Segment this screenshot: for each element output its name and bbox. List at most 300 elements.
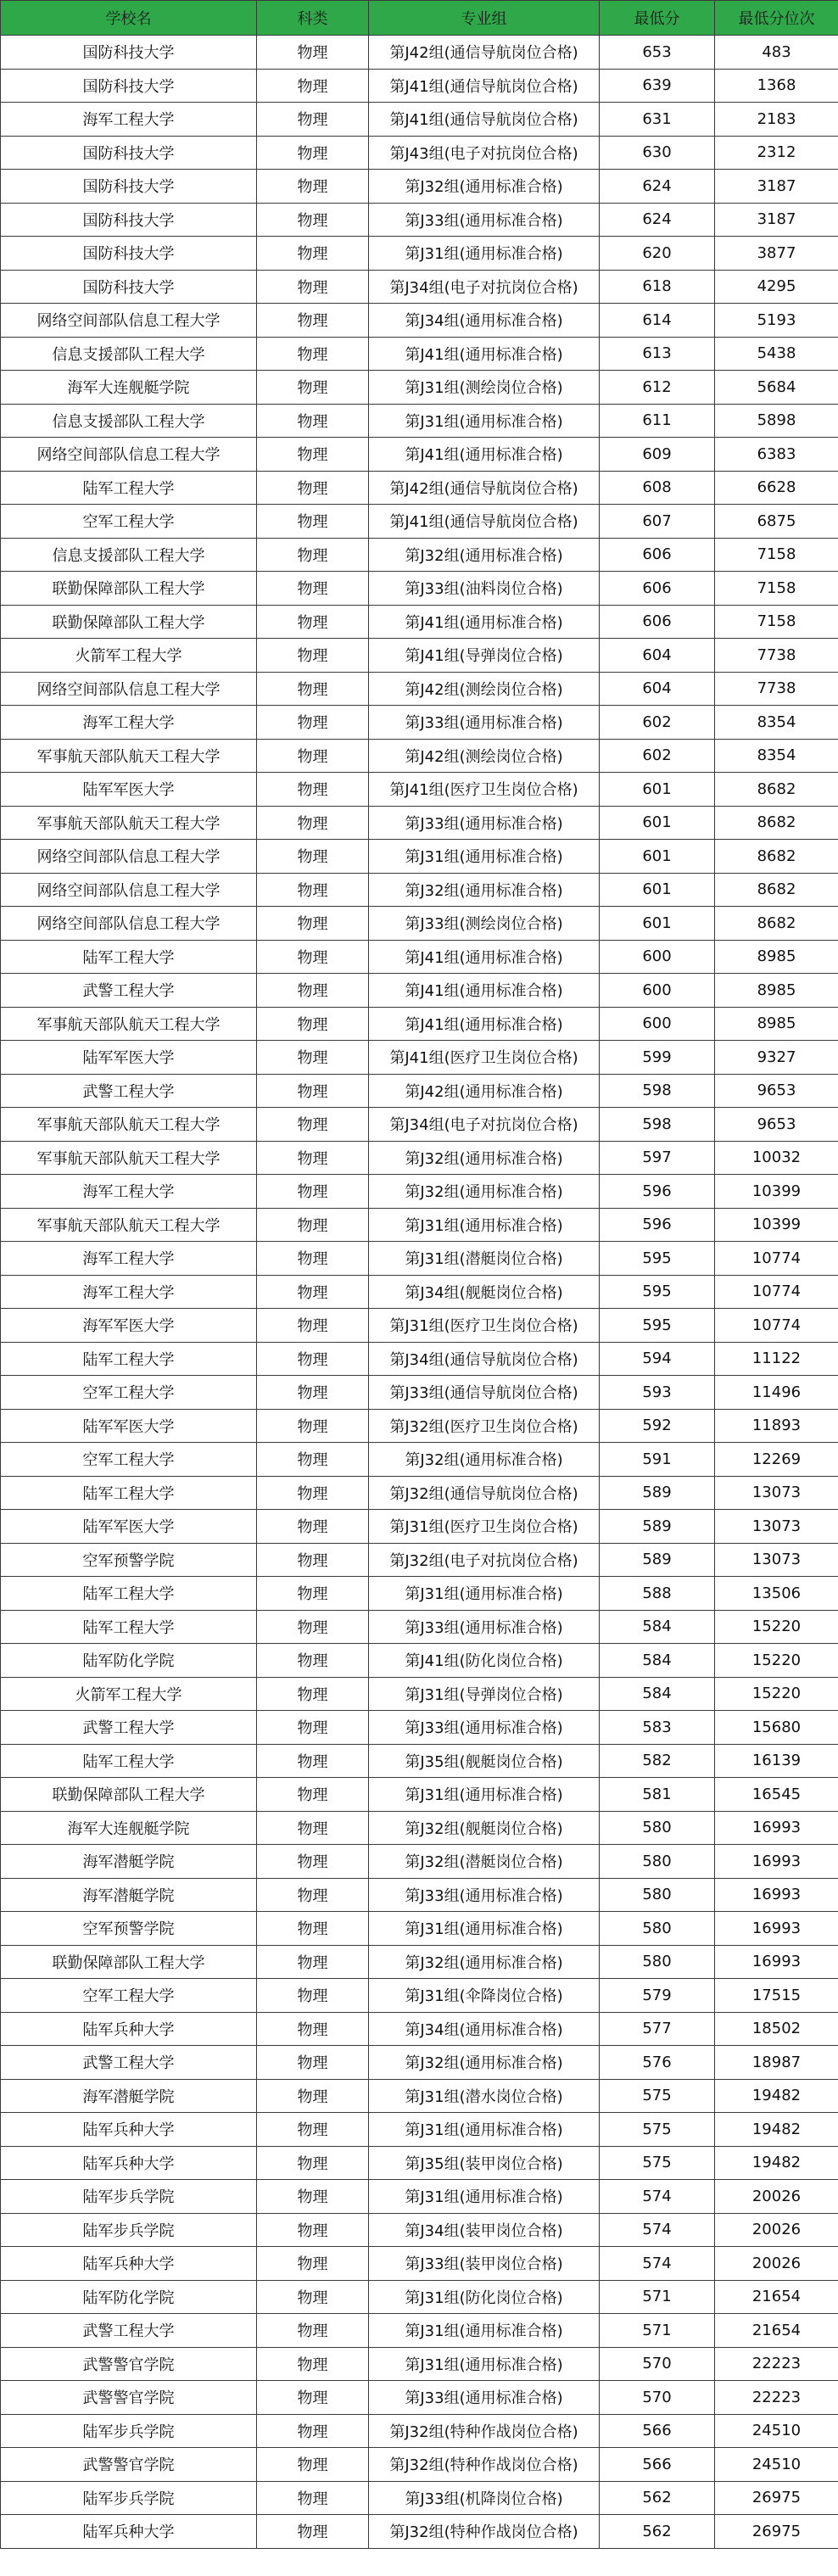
min-rank-cell: 7158: [715, 605, 838, 639]
school-cell: 国防科技大学: [1, 170, 257, 204]
table-row: [1, 1878, 838, 1912]
min-score-cell: 595: [600, 1309, 715, 1343]
subject-cell: 物理: [257, 2481, 369, 2515]
min-rank-cell: 21654: [715, 2314, 838, 2348]
min-score-cell: 581: [600, 1778, 715, 1812]
school-cell: 海军大连舰艇学院: [1, 371, 257, 405]
school-cell: 陆军防化学院: [1, 1644, 257, 1678]
min-score-cell: 580: [600, 1912, 715, 1946]
school-cell: 陆军兵种大学: [1, 2247, 257, 2281]
table-row: [1, 103, 838, 137]
table-row: [1, 1309, 838, 1343]
major-group-cell: 第J41组(通信导航岗位合格): [369, 103, 600, 137]
min-rank-cell: 3187: [715, 170, 838, 204]
school-cell: 信息支援部队工程大学: [1, 538, 257, 572]
min-score-cell: 566: [600, 2414, 715, 2448]
subject-cell: 物理: [257, 739, 369, 773]
major-group-cell: 第J31组(通用标准合格): [369, 404, 600, 438]
table-row: [1, 371, 838, 405]
subject-cell: 物理: [257, 304, 369, 338]
min-score-cell: 596: [600, 1208, 715, 1242]
school-cell: 空军预警学院: [1, 1543, 257, 1577]
major-group-cell: 第J31组(通用标准合格): [369, 2113, 600, 2147]
major-group-cell: 第J32组(通用标准合格): [369, 1141, 600, 1175]
school-cell: 海军工程大学: [1, 706, 257, 740]
school-cell: 网络空间部队信息工程大学: [1, 304, 257, 338]
subject-cell: 物理: [257, 505, 369, 539]
major-group-cell: 第J33组(通用标准合格): [369, 2381, 600, 2415]
school-cell: 军事航天部队航天工程大学: [1, 1208, 257, 1242]
school-cell: 空军工程大学: [1, 1376, 257, 1410]
major-group-cell: 第J32组(通信导航岗位合格): [369, 1476, 600, 1510]
school-cell: 陆军步兵学院: [1, 2414, 257, 2448]
major-group-cell: 第J42组(通用标准合格): [369, 1074, 600, 1108]
min-score-cell: 580: [600, 1811, 715, 1845]
min-rank-cell: 8354: [715, 706, 838, 740]
subject-cell: 物理: [257, 1409, 369, 1443]
min-score-cell: 624: [600, 203, 715, 237]
school-cell: 联勤保障部队工程大学: [1, 605, 257, 639]
min-rank-cell: 10774: [715, 1242, 838, 1276]
min-rank-cell: 16993: [715, 1878, 838, 1912]
major-group-cell: 第J31组(通用标准合格): [369, 2180, 600, 2214]
major-group-cell: 第J33组(油料岗位合格): [369, 572, 600, 606]
major-group-cell: 第J41组(通用标准合格): [369, 974, 600, 1008]
header-subject: 科类: [257, 1, 369, 36]
table-row: [1, 605, 838, 639]
school-cell: 空军工程大学: [1, 1443, 257, 1477]
min-rank-cell: 10399: [715, 1208, 838, 1242]
min-score-cell: 602: [600, 739, 715, 773]
major-group-cell: 第J41组(通用标准合格): [369, 940, 600, 974]
table-row: [1, 1443, 838, 1477]
subject-cell: 物理: [257, 1711, 369, 1745]
school-cell: 海军潜艇学院: [1, 1845, 257, 1879]
min-rank-cell: 7158: [715, 572, 838, 606]
school-cell: 海军军医大学: [1, 1309, 257, 1343]
min-score-cell: 612: [600, 371, 715, 405]
min-rank-cell: 5898: [715, 404, 838, 438]
min-score-cell: 600: [600, 940, 715, 974]
subject-cell: 物理: [257, 1275, 369, 1309]
min-rank-cell: 21654: [715, 2280, 838, 2314]
school-cell: 武警工程大学: [1, 1711, 257, 1745]
table-row: [1, 2515, 838, 2549]
school-cell: 国防科技大学: [1, 136, 257, 170]
table-row: [1, 2448, 838, 2482]
subject-cell: 物理: [257, 1912, 369, 1946]
subject-cell: 物理: [257, 1342, 369, 1376]
school-cell: 军事航天部队航天工程大学: [1, 806, 257, 840]
min-score-cell: 588: [600, 1577, 715, 1611]
table-row: [1, 639, 838, 673]
min-score-cell: 596: [600, 1175, 715, 1209]
subject-cell: 物理: [257, 36, 369, 70]
min-score-cell: 597: [600, 1141, 715, 1175]
major-group-cell: 第J41组(导弹岗位合格): [369, 639, 600, 673]
min-score-cell: 579: [600, 1979, 715, 2013]
table-row: [1, 940, 838, 974]
school-cell: 武警警官学院: [1, 2448, 257, 2482]
header-major-group: 专业组: [369, 1, 600, 36]
subject-cell: 物理: [257, 1208, 369, 1242]
major-group-cell: 第J31组(导弹岗位合格): [369, 1677, 600, 1711]
min-rank-cell: 19482: [715, 2113, 838, 2147]
min-rank-cell: 9653: [715, 1108, 838, 1142]
school-cell: 火箭军工程大学: [1, 1677, 257, 1711]
table-row: [1, 69, 838, 103]
min-rank-cell: 15220: [715, 1644, 838, 1678]
min-rank-cell: 24510: [715, 2414, 838, 2448]
table-row: [1, 1912, 838, 1946]
subject-cell: 物理: [257, 2381, 369, 2415]
table-row: [1, 2414, 838, 2448]
school-cell: 海军工程大学: [1, 1275, 257, 1309]
major-group-cell: 第J33组(装甲岗位合格): [369, 2247, 600, 2281]
min-score-cell: 584: [600, 1610, 715, 1644]
major-group-cell: 第J42组(通信导航岗位合格): [369, 36, 600, 70]
subject-cell: 物理: [257, 1242, 369, 1276]
table-row: [1, 1041, 838, 1075]
table-row: [1, 1208, 838, 1242]
min-score-cell: 609: [600, 438, 715, 472]
min-score-cell: 600: [600, 1007, 715, 1041]
min-rank-cell: 16993: [715, 1945, 838, 1979]
school-cell: 联勤保障部队工程大学: [1, 572, 257, 606]
min-score-cell: 591: [600, 1443, 715, 1477]
min-score-cell: 601: [600, 806, 715, 840]
min-score-cell: 599: [600, 1041, 715, 1075]
min-rank-cell: 3187: [715, 203, 838, 237]
min-rank-cell: 5193: [715, 304, 838, 338]
major-group-cell: 第J33组(通用标准合格): [369, 706, 600, 740]
min-score-cell: 611: [600, 404, 715, 438]
subject-cell: 物理: [257, 1309, 369, 1343]
min-score-cell: 574: [600, 2247, 715, 2281]
min-score-cell: 598: [600, 1108, 715, 1142]
min-rank-cell: 10774: [715, 1309, 838, 1343]
min-score-cell: 571: [600, 2314, 715, 2348]
school-cell: 陆军军医大学: [1, 773, 257, 807]
table-row: [1, 773, 838, 807]
header-min-rank: 最低分位次: [715, 1, 838, 36]
min-rank-cell: 8682: [715, 773, 838, 807]
min-rank-cell: 9327: [715, 1041, 838, 1075]
subject-cell: 物理: [257, 2180, 369, 2214]
subject-cell: 物理: [257, 2414, 369, 2448]
major-group-cell: 第J32组(特种作战岗位合格): [369, 2414, 600, 2448]
school-cell: 军事航天部队航天工程大学: [1, 1108, 257, 1142]
table-row: [1, 739, 838, 773]
subject-cell: 物理: [257, 404, 369, 438]
subject-cell: 物理: [257, 203, 369, 237]
subject-cell: 物理: [257, 2314, 369, 2348]
min-rank-cell: 483: [715, 36, 838, 70]
subject-cell: 物理: [257, 1878, 369, 1912]
table-row: [1, 1007, 838, 1041]
min-score-cell: 580: [600, 1845, 715, 1879]
major-group-cell: 第J32组(通用标准合格): [369, 1945, 600, 1979]
school-cell: 武警警官学院: [1, 2347, 257, 2381]
min-score-cell: 580: [600, 1878, 715, 1912]
school-cell: 武警警官学院: [1, 2381, 257, 2415]
min-score-cell: 600: [600, 974, 715, 1008]
subject-cell: 物理: [257, 2448, 369, 2482]
min-rank-cell: 16993: [715, 1912, 838, 1946]
subject-cell: 物理: [257, 1610, 369, 1644]
min-score-cell: 589: [600, 1543, 715, 1577]
subject-cell: 物理: [257, 2113, 369, 2147]
table-row: [1, 1677, 838, 1711]
major-group-cell: 第J31组(潜艇岗位合格): [369, 1242, 600, 1276]
major-group-cell: 第J33组(测绘岗位合格): [369, 907, 600, 941]
header-min-score: 最低分: [600, 1, 715, 36]
subject-cell: 物理: [257, 237, 369, 271]
school-cell: 空军工程大学: [1, 505, 257, 539]
table-row: [1, 672, 838, 706]
subject-cell: 物理: [257, 639, 369, 673]
min-rank-cell: 13506: [715, 1577, 838, 1611]
major-group-cell: 第J31组(通用标准合格): [369, 237, 600, 271]
min-score-cell: 607: [600, 505, 715, 539]
min-score-cell: 574: [600, 2213, 715, 2247]
major-group-cell: 第J41组(通用标准合格): [369, 337, 600, 371]
subject-cell: 物理: [257, 2146, 369, 2180]
school-cell: 武警工程大学: [1, 2046, 257, 2080]
major-group-cell: 第J32组(通用标准合格): [369, 538, 600, 572]
school-cell: 军事航天部队航天工程大学: [1, 1141, 257, 1175]
min-rank-cell: 13073: [715, 1543, 838, 1577]
header-row: [1, 1, 838, 36]
subject-cell: 物理: [257, 1175, 369, 1209]
major-group-cell: 第J34组(通用标准合格): [369, 2012, 600, 2046]
subject-cell: 物理: [257, 773, 369, 807]
table-row: [1, 2381, 838, 2415]
table-row: [1, 36, 838, 70]
school-cell: 空军工程大学: [1, 1979, 257, 2013]
min-rank-cell: 7738: [715, 672, 838, 706]
major-group-cell: 第J42组(测绘岗位合格): [369, 672, 600, 706]
table-row: [1, 1577, 838, 1611]
subject-cell: 物理: [257, 1376, 369, 1410]
school-cell: 网络空间部队信息工程大学: [1, 873, 257, 907]
subject-cell: 物理: [257, 2247, 369, 2281]
min-score-cell: 592: [600, 1409, 715, 1443]
min-score-cell: 606: [600, 538, 715, 572]
major-group-cell: 第J33组(通用标准合格): [369, 1878, 600, 1912]
min-rank-cell: 8985: [715, 1007, 838, 1041]
subject-cell: 物理: [257, 2515, 369, 2549]
subject-cell: 物理: [257, 270, 369, 304]
table-row: [1, 1108, 838, 1142]
subject-cell: 物理: [257, 706, 369, 740]
major-group-cell: 第J41组(医疗卫生岗位合格): [369, 773, 600, 807]
school-cell: 空军预警学院: [1, 1912, 257, 1946]
min-rank-cell: 19482: [715, 2079, 838, 2113]
subject-cell: 物理: [257, 840, 369, 874]
subject-cell: 物理: [257, 1677, 369, 1711]
school-cell: 网络空间部队信息工程大学: [1, 438, 257, 472]
min-rank-cell: 15220: [715, 1610, 838, 1644]
table-row: [1, 1175, 838, 1209]
subject-cell: 物理: [257, 907, 369, 941]
min-score-cell: 639: [600, 69, 715, 103]
table-row: [1, 2146, 838, 2180]
table-row: [1, 1711, 838, 1745]
min-score-cell: 575: [600, 2146, 715, 2180]
min-rank-cell: 18502: [715, 2012, 838, 2046]
subject-cell: 物理: [257, 1945, 369, 1979]
major-group-cell: 第J31组(伞降岗位合格): [369, 1979, 600, 2013]
table-row: [1, 1744, 838, 1778]
min-score-cell: 601: [600, 840, 715, 874]
min-score-cell: 593: [600, 1376, 715, 1410]
subject-cell: 物理: [257, 1543, 369, 1577]
table-row: [1, 2247, 838, 2281]
major-group-cell: 第J41组(通信导航岗位合格): [369, 69, 600, 103]
subject-cell: 物理: [257, 1644, 369, 1678]
table-row: [1, 1074, 838, 1108]
major-group-cell: 第J31组(测绘岗位合格): [369, 371, 600, 405]
subject-cell: 物理: [257, 538, 369, 572]
min-score-cell: 620: [600, 237, 715, 271]
major-group-cell: 第J32组(特种作战岗位合格): [369, 2448, 600, 2482]
major-group-cell: 第J41组(防化岗位合格): [369, 1644, 600, 1678]
min-rank-cell: 22223: [715, 2347, 838, 2381]
min-rank-cell: 19482: [715, 2146, 838, 2180]
table-row: [1, 337, 838, 371]
subject-cell: 物理: [257, 1074, 369, 1108]
school-cell: 网络空间部队信息工程大学: [1, 907, 257, 941]
subject-cell: 物理: [257, 940, 369, 974]
table-row: [1, 304, 838, 338]
table-row: [1, 2180, 838, 2214]
table-row: [1, 2113, 838, 2147]
min-score-cell: 631: [600, 103, 715, 137]
min-rank-cell: 5684: [715, 371, 838, 405]
min-score-cell: 583: [600, 1711, 715, 1745]
min-rank-cell: 8985: [715, 940, 838, 974]
table-row: [1, 2280, 838, 2314]
major-group-cell: 第J34组(电子对抗岗位合格): [369, 1108, 600, 1142]
table-row: [1, 2314, 838, 2348]
subject-cell: 物理: [257, 2046, 369, 2080]
table-row: [1, 1476, 838, 1510]
min-rank-cell: 8682: [715, 873, 838, 907]
table-row: [1, 706, 838, 740]
min-score-cell: 601: [600, 873, 715, 907]
major-group-cell: 第J34组(舰艇岗位合格): [369, 1275, 600, 1309]
subject-cell: 物理: [257, 136, 369, 170]
header-school: 学校名: [1, 1, 257, 36]
min-score-cell: 613: [600, 337, 715, 371]
school-cell: 陆军工程大学: [1, 1342, 257, 1376]
min-rank-cell: 24510: [715, 2448, 838, 2482]
subject-cell: 物理: [257, 1443, 369, 1477]
major-group-cell: 第J32组(通用标准合格): [369, 1443, 600, 1477]
school-cell: 国防科技大学: [1, 36, 257, 70]
major-group-cell: 第J33组(机降岗位合格): [369, 2481, 600, 2515]
min-score-cell: 570: [600, 2381, 715, 2415]
school-cell: 军事航天部队航天工程大学: [1, 739, 257, 773]
min-rank-cell: 4295: [715, 270, 838, 304]
table-row: [1, 1409, 838, 1443]
school-cell: 陆军军医大学: [1, 1409, 257, 1443]
school-cell: 国防科技大学: [1, 237, 257, 271]
subject-cell: 物理: [257, 1007, 369, 1041]
subject-cell: 物理: [257, 1744, 369, 1778]
school-cell: 国防科技大学: [1, 270, 257, 304]
table-row: [1, 1141, 838, 1175]
subject-cell: 物理: [257, 2347, 369, 2381]
subject-cell: 物理: [257, 873, 369, 907]
subject-cell: 物理: [257, 1041, 369, 1075]
table-row: [1, 806, 838, 840]
table-row: [1, 572, 838, 606]
table-row: [1, 1610, 838, 1644]
min-rank-cell: 13073: [715, 1510, 838, 1544]
min-rank-cell: 8985: [715, 974, 838, 1008]
major-group-cell: 第J31组(通用标准合格): [369, 840, 600, 874]
min-rank-cell: 7158: [715, 538, 838, 572]
min-rank-cell: 6628: [715, 471, 838, 505]
school-cell: 海军工程大学: [1, 1175, 257, 1209]
school-cell: 陆军工程大学: [1, 471, 257, 505]
table-row: [1, 873, 838, 907]
min-rank-cell: 15680: [715, 1711, 838, 1745]
min-score-cell: 566: [600, 2448, 715, 2482]
min-rank-cell: 10399: [715, 1175, 838, 1209]
school-cell: 海军潜艇学院: [1, 1878, 257, 1912]
subject-cell: 物理: [257, 1510, 369, 1544]
min-rank-cell: 20026: [715, 2247, 838, 2281]
subject-cell: 物理: [257, 471, 369, 505]
school-cell: 国防科技大学: [1, 69, 257, 103]
major-group-cell: 第J32组(通用标准合格): [369, 2046, 600, 2080]
school-cell: 军事航天部队航天工程大学: [1, 1007, 257, 1041]
subject-cell: 物理: [257, 1778, 369, 1812]
major-group-cell: 第J31组(医疗卫生岗位合格): [369, 1510, 600, 1544]
school-cell: 陆军工程大学: [1, 1476, 257, 1510]
min-rank-cell: 16993: [715, 1845, 838, 1879]
major-group-cell: 第J32组(通用标准合格): [369, 1175, 600, 1209]
table-row: [1, 2481, 838, 2515]
min-score-cell: 582: [600, 1744, 715, 1778]
min-rank-cell: 12269: [715, 1443, 838, 1477]
min-rank-cell: 20026: [715, 2213, 838, 2247]
min-rank-cell: 8354: [715, 739, 838, 773]
min-rank-cell: 13073: [715, 1476, 838, 1510]
table-row: [1, 203, 838, 237]
school-cell: 陆军兵种大学: [1, 2113, 257, 2147]
school-cell: 陆军步兵学院: [1, 2481, 257, 2515]
school-cell: 海军工程大学: [1, 1242, 257, 1276]
min-rank-cell: 9653: [715, 1074, 838, 1108]
min-score-cell: 601: [600, 773, 715, 807]
min-score-cell: 577: [600, 2012, 715, 2046]
school-cell: 国防科技大学: [1, 203, 257, 237]
major-group-cell: 第J41组(通用标准合格): [369, 605, 600, 639]
school-cell: 网络空间部队信息工程大学: [1, 672, 257, 706]
major-group-cell: 第J34组(通信导航岗位合格): [369, 1342, 600, 1376]
min-score-cell: 601: [600, 907, 715, 941]
table-row: [1, 404, 838, 438]
subject-cell: 物理: [257, 806, 369, 840]
major-group-cell: 第J41组(通用标准合格): [369, 1007, 600, 1041]
min-score-cell: 604: [600, 639, 715, 673]
school-cell: 陆军兵种大学: [1, 2146, 257, 2180]
table-row: [1, 2046, 838, 2080]
